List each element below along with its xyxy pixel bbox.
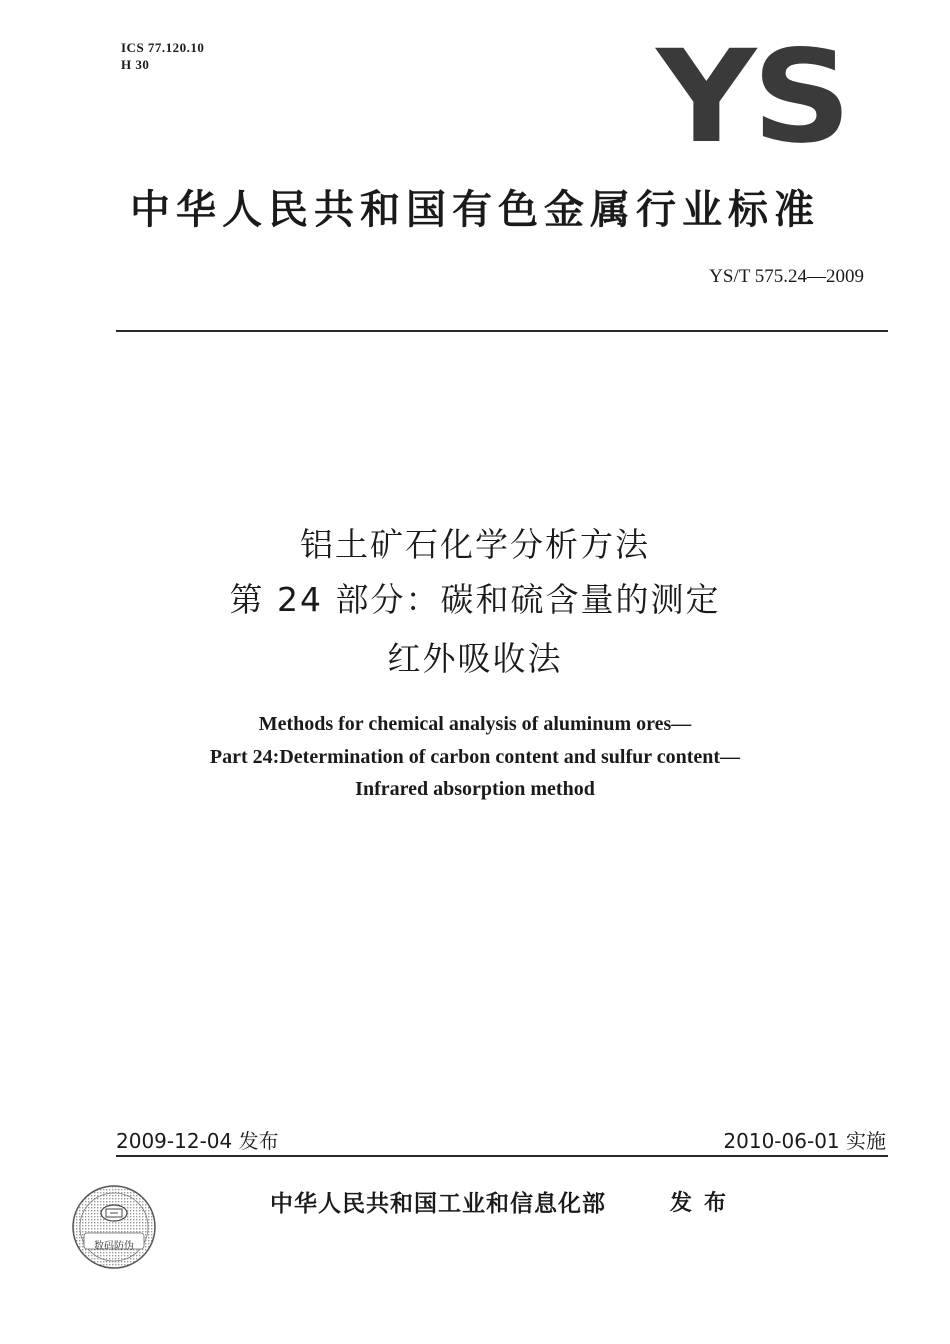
bottom-divider [116, 1155, 888, 1157]
english-title-line-2: Part 24:Determination of carbon content and sulfur content— [209, 746, 741, 768]
chinese-title-line-1: 铝土矿石化学分析方法 [300, 525, 650, 564]
ics-code: ICS 77.120.10 [121, 40, 205, 55]
standard-organization-title: 中华人民共和国有色金属行业标准 [130, 187, 820, 233]
english-title-line-1: Methods for chemical analysis of aluminum ores— [258, 713, 692, 735]
english-title-line-3: Infrared absorption method [355, 778, 595, 800]
publish-label: 发布 [670, 1191, 739, 1216]
top-divider [116, 330, 888, 332]
publisher-name: 中华人民共和国工业和信息化部 [270, 1191, 606, 1217]
implementation-date: 2010-06-01 实施 [723, 1129, 886, 1153]
issue-date: 2009-12-04 发布 [116, 1129, 279, 1153]
anti-counterfeit-seal-icon [70, 1183, 158, 1271]
ccs-code: H 30 [121, 57, 150, 72]
standard-number: YS/T 575.24—2009 [709, 266, 864, 287]
ys-logo: YS [656, 46, 848, 150]
chinese-title-line-3: 红外吸收法 [387, 639, 563, 678]
seal-label: 数码防伪 [94, 1241, 134, 1252]
chinese-title-line-2: 第 24 部分：碳和硫含量的测定 [229, 580, 721, 619]
